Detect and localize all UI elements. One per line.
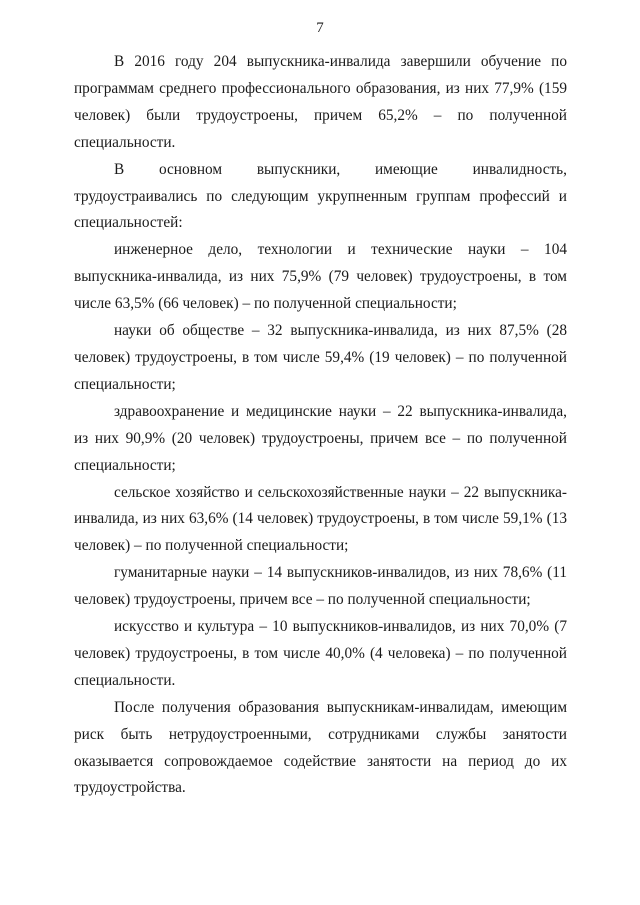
- list-item-healthcare: здравоохранение и медицинские науки – 22 выпускника-инвалида, из них 90,9% (20 человек) трудоустроены, причем все – по полученной специальности;: [74, 402, 567, 474]
- list-item-arts-culture: искусство и культура – 10 выпускников-инвалидов, из них 70,0% (7 человек) трудоустроены, в том числе 40,0% (4 человека) – по полученной специальности.: [74, 618, 567, 689]
- list-item-agriculture: сельское хозяйство и сельскохозяйственные науки – 22 выпускника-инвалида, из них 63,6% (14 человек) трудоустроены, в том числе 59,1% (13 человек) – по полученной специальности;: [74, 483, 567, 555]
- list-item-social-sciences: науки об обществе – 32 выпускника-инвалида, из них 87,5% (28 человек) трудоустроены, в том числе 59,4% (19 человек) – по полученной специальности;: [74, 322, 567, 393]
- list-item-engineering: инженерное дело, технологии и технические науки – 104 выпускника-инвалида, из них 75,9% (79 человек) трудоустроены, в том числе 63,5% (66 человек) – по полученной специальности;: [74, 241, 567, 313]
- paragraph-supported-employment: После получения образования выпускникам-инвалидам, имеющим риск быть нетрудоустроенными, сотрудниками службы занятости оказывается сопровождаемое содействие занятости на период до их трудоустройства.: [74, 698, 567, 797]
- list-item-humanities: гуманитарные науки – 14 выпускников-инвалидов, из них 78,6% (11 человек) трудоустроены, причем все – по полученной специальности;: [74, 564, 567, 609]
- paragraph-profession-groups-intro: В основном выпускники, имеющие инвалидность, трудоустраивались по следующим укрупненным группам профессий и специальностей:: [74, 160, 567, 232]
- paragraph-graduates-2016: В 2016 году 204 выпускника-инвалида завершили обучение по программам среднего профессионального образования, из них 77,9% (159 человек) были трудоустроены, причем 65,2% – по полученной специальности.: [74, 53, 567, 151]
- document-body: [74, 49, 567, 802]
- page-number: 7: [316, 20, 324, 36]
